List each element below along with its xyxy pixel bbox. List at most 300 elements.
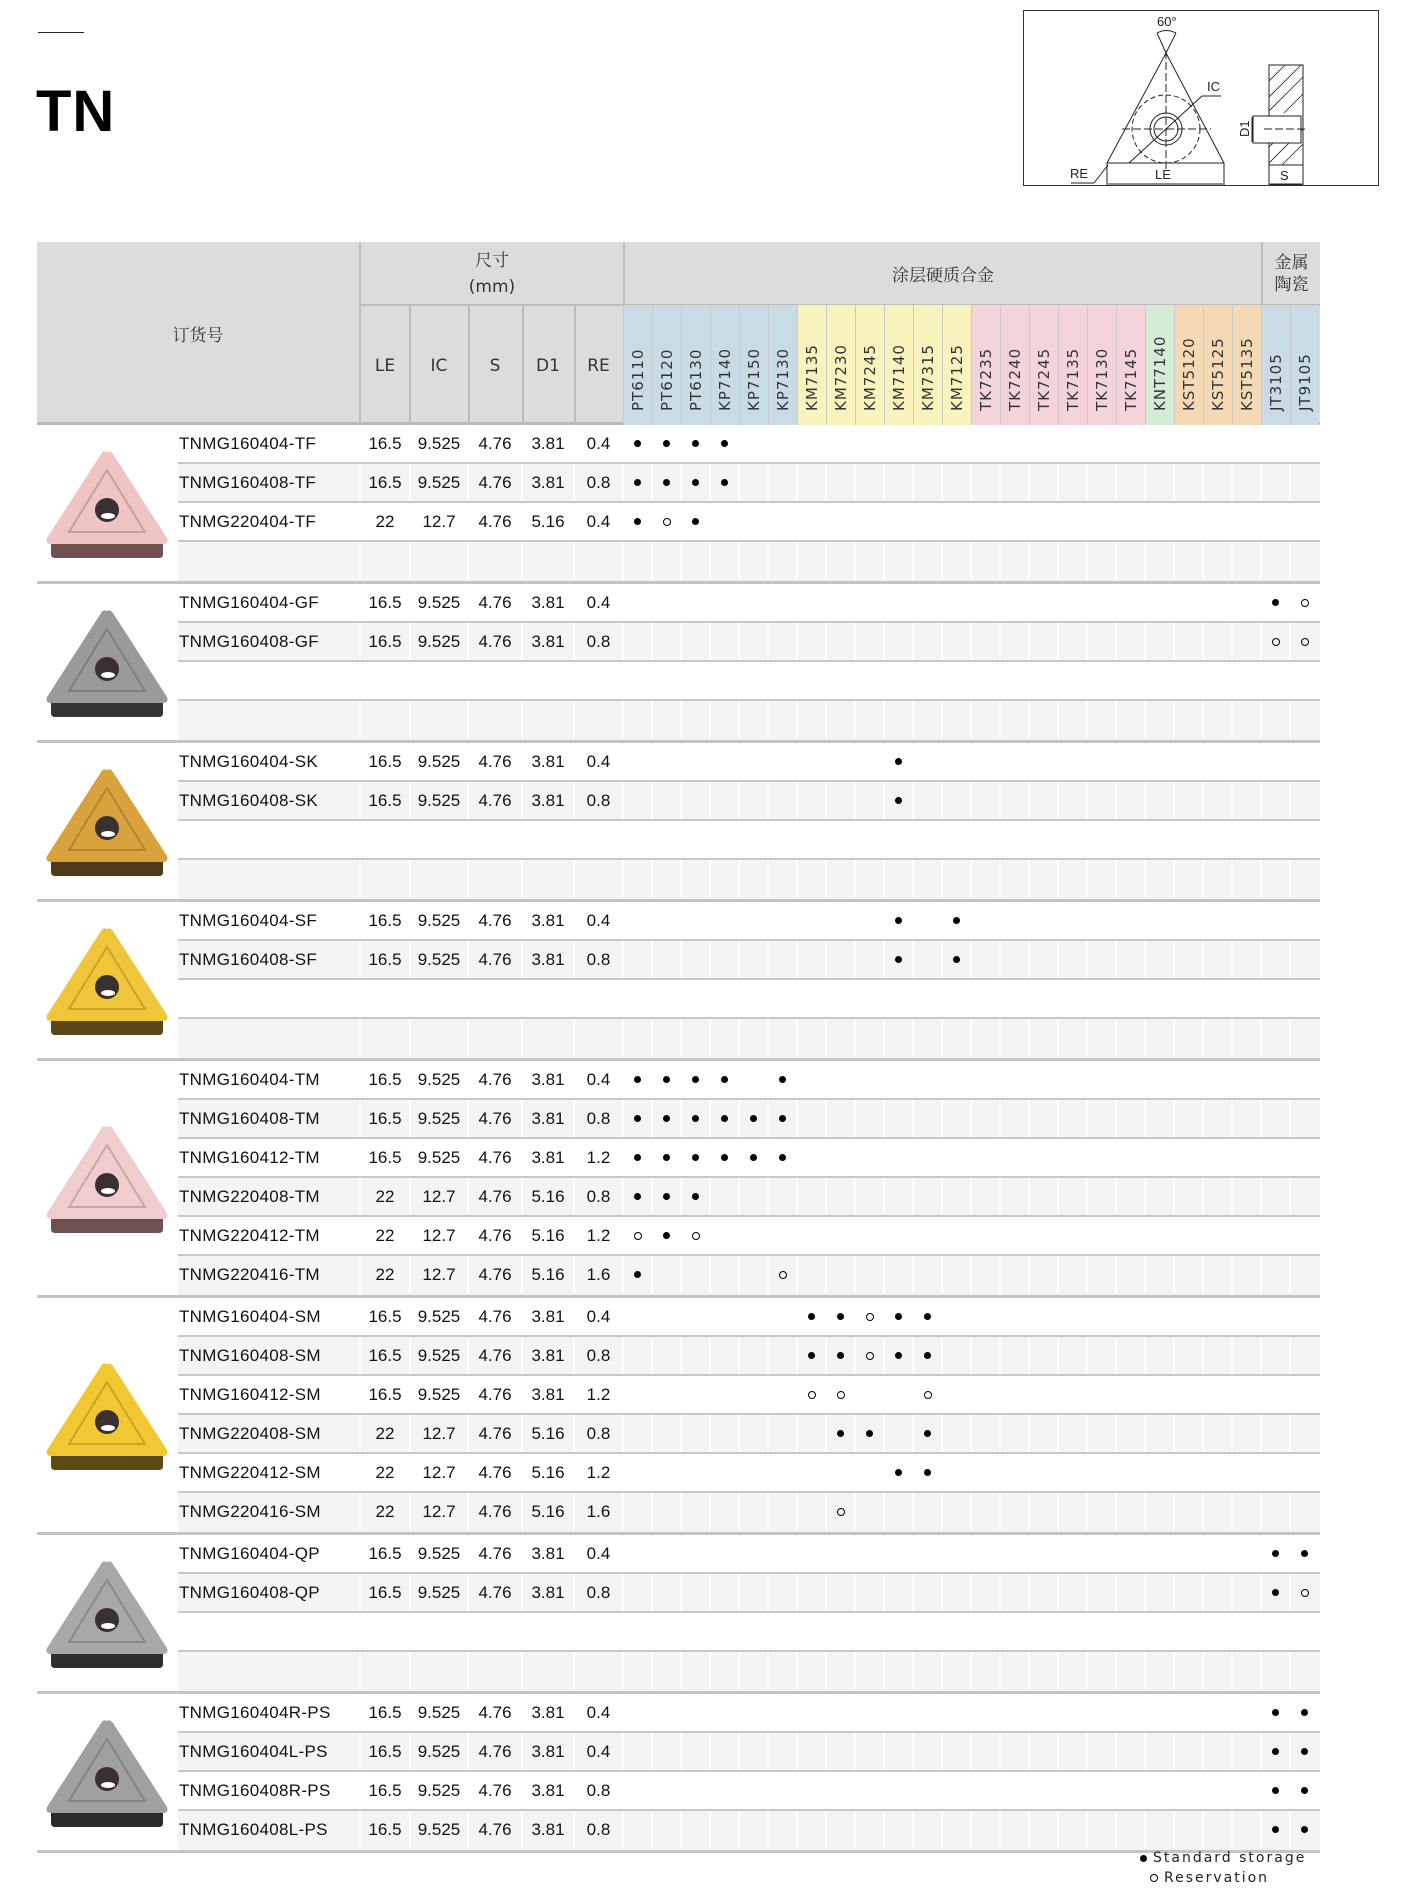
- table-row[interactable]: [178, 941, 1320, 980]
- insert-gf-image-icon: [37, 584, 177, 740]
- dim-ic: 12.7: [422, 1423, 456, 1443]
- standard-stock-dot-icon: [768, 1100, 797, 1137]
- standard-stock-dot-icon: [623, 425, 652, 462]
- standard-stock-dot-icon: [710, 1100, 739, 1137]
- dim-s: 4.76: [478, 1306, 512, 1326]
- table-row[interactable]: [178, 1061, 1320, 1100]
- dim-re: [574, 980, 623, 1017]
- standard-stock-dot-icon: [710, 425, 739, 462]
- dim-s: 4.76: [478, 790, 512, 810]
- dim-ic: 9.525: [417, 751, 461, 771]
- dim-re: 1.6: [586, 1501, 611, 1521]
- dim-le: [360, 701, 410, 738]
- grade-label: TK7245: [1035, 347, 1053, 411]
- dim-le: 22: [375, 1501, 395, 1521]
- standard-stock-dot-icon: [652, 1061, 681, 1098]
- table-row[interactable]: [178, 425, 1320, 464]
- dim-s: 4.76: [478, 1423, 512, 1443]
- dim-d1: 3.81: [531, 433, 565, 453]
- standard-stock-dot-icon: [681, 1139, 710, 1176]
- dim-le: 16.5: [368, 1384, 402, 1404]
- dim-d1: [522, 662, 574, 699]
- reservation-ring-icon: [1290, 1574, 1319, 1611]
- grade-label: KM7230: [832, 344, 850, 411]
- order-number: [179, 980, 359, 1017]
- order-number: [179, 701, 359, 738]
- dim-re: 0.4: [586, 1702, 611, 1722]
- table-row: [178, 1019, 1320, 1058]
- dim-ic: [410, 1019, 468, 1056]
- insert-ps-image-icon: [37, 1694, 177, 1850]
- cermet-title-line2: 陶瓷: [1274, 274, 1309, 295]
- cermet-title-line1: 金属: [1274, 252, 1309, 273]
- table-row[interactable]: [178, 1217, 1320, 1256]
- standard-stock-dot-icon: [681, 1061, 710, 1098]
- dim-d1: 3.81: [531, 1147, 565, 1167]
- dim-ic: [410, 821, 468, 858]
- insert-sf-image-icon: [37, 902, 177, 1058]
- dim-re: 1.2: [586, 1462, 611, 1482]
- table-row[interactable]: [178, 503, 1320, 542]
- table-header: [37, 242, 1320, 425]
- grade-header-tk7135: [1058, 305, 1087, 425]
- order-number: TNMG220416-SM: [179, 1501, 321, 1521]
- table-row[interactable]: [178, 902, 1320, 941]
- grade-label: KNT7140: [1151, 335, 1169, 411]
- dim-re: 0.8: [586, 1780, 611, 1800]
- dim-ic: 9.525: [417, 1741, 461, 1761]
- grade-label: JT3105: [1267, 353, 1285, 411]
- table-row[interactable]: [178, 623, 1320, 662]
- dim-re: 0.4: [586, 1306, 611, 1326]
- grade-header-km7125: [942, 305, 971, 425]
- dim-le: 16.5: [368, 751, 402, 771]
- dim-d1: 5.16: [531, 1225, 565, 1245]
- table-row[interactable]: [178, 1772, 1320, 1811]
- table-row[interactable]: [178, 1178, 1320, 1217]
- dim-ic: 9.525: [417, 1702, 461, 1722]
- dim-s: 4.76: [478, 472, 512, 492]
- dim-d1: 3.81: [531, 1069, 565, 1089]
- dim-le: 16.5: [368, 790, 402, 810]
- dim-le: [360, 1652, 410, 1689]
- grade-header-tk7145: [1116, 305, 1145, 425]
- reservation-ring-icon: [913, 1376, 942, 1413]
- dim-d1: [522, 542, 574, 579]
- product-group-ps: [37, 1694, 1320, 1853]
- order-number: TNMG160408-GF: [179, 631, 319, 651]
- dim-d1: [522, 1019, 574, 1056]
- table-row[interactable]: [178, 1376, 1320, 1415]
- insert-image: [37, 425, 177, 581]
- dim-le: 16.5: [368, 910, 402, 930]
- order-number: [179, 542, 359, 579]
- grade-label: TK7145: [1122, 347, 1140, 411]
- dim-d1: [522, 860, 574, 897]
- dim-re: 0.4: [586, 592, 611, 612]
- table-row[interactable]: [178, 1139, 1320, 1178]
- product-group-sk: [37, 743, 1320, 902]
- table-row[interactable]: [178, 1337, 1320, 1376]
- grade-header-km7245: [855, 305, 884, 425]
- dim-re: 1.2: [586, 1147, 611, 1167]
- standard-stock-dot-icon: [710, 1061, 739, 1098]
- table-row[interactable]: [178, 1493, 1320, 1532]
- dim-le: 16.5: [368, 631, 402, 651]
- dim-re: [574, 1613, 623, 1650]
- dim-d1: 5.16: [531, 1186, 565, 1206]
- order-number: TNMG220412-TM: [179, 1225, 320, 1245]
- dim-d1: 3.81: [531, 592, 565, 612]
- dim-ic: 9.525: [417, 949, 461, 969]
- grade-header-pt6120: [652, 305, 681, 425]
- reservation-ring-icon: [1290, 584, 1319, 621]
- dim-d1: 3.81: [531, 910, 565, 930]
- dimensions-unit: (mm): [468, 276, 516, 297]
- product-group-tm: [37, 1061, 1320, 1298]
- grade-header-tk7240: [1000, 305, 1029, 425]
- dim-le: [360, 542, 410, 579]
- dim-d1: 3.81: [531, 949, 565, 969]
- standard-stock-dot-icon: [739, 1100, 768, 1137]
- grade-label: KM7140: [890, 344, 908, 411]
- dim-s: 4.76: [478, 1582, 512, 1602]
- grade-header-tk7245: [1029, 305, 1058, 425]
- table-row[interactable]: [178, 464, 1320, 503]
- dim-d1: 3.81: [531, 790, 565, 810]
- reservation-ring-icon: [652, 503, 681, 540]
- dim-le: 22: [375, 1186, 395, 1206]
- table-row[interactable]: [178, 1454, 1320, 1493]
- table-row: [178, 1652, 1320, 1691]
- dim-s: 4.76: [478, 1543, 512, 1563]
- table-row[interactable]: [178, 1733, 1320, 1772]
- dim-s: 4.76: [478, 1345, 512, 1365]
- dim-s: 4.76: [478, 433, 512, 453]
- dim-s: [468, 860, 522, 897]
- insert-catalog-table: [37, 242, 1320, 1853]
- standard-stock-dot-icon: [623, 1100, 652, 1137]
- standard-stock-dot-icon: [797, 1298, 826, 1335]
- insert-tm-image-icon: [37, 1061, 177, 1295]
- standard-stock-dot-icon: [652, 425, 681, 462]
- table-row[interactable]: [178, 1694, 1320, 1733]
- table-row: [178, 701, 1320, 740]
- dim-le: 16.5: [368, 1819, 402, 1839]
- standard-stock-dot-icon: [710, 1139, 739, 1176]
- dim-s: 4.76: [478, 1069, 512, 1089]
- order-number: TNMG220408-TM: [179, 1186, 320, 1206]
- dim-header-le: LE: [374, 355, 396, 376]
- dim-s: [468, 821, 522, 858]
- dim-d1: 3.81: [531, 472, 565, 492]
- grade-header-tk7235: [971, 305, 1000, 425]
- grade-label: TK7240: [1006, 347, 1024, 411]
- reservation-ring-icon: [797, 1376, 826, 1413]
- table-row[interactable]: [178, 743, 1320, 782]
- insert-sm-image-icon: [37, 1298, 177, 1532]
- standard-stock-dot-icon: [652, 1217, 681, 1254]
- dim-ic: 9.525: [417, 433, 461, 453]
- standard-stock-dot-icon: [681, 464, 710, 501]
- order-number: [179, 860, 359, 897]
- dim-d1: 3.81: [531, 1384, 565, 1404]
- dim-s: [468, 662, 522, 699]
- table-row[interactable]: [178, 1100, 1320, 1139]
- dim-re: 0.8: [586, 1345, 611, 1365]
- dim-d1: 3.81: [531, 1819, 565, 1839]
- standard-stock-dot-icon: [1261, 584, 1290, 621]
- product-group-gf: [37, 584, 1320, 743]
- standard-stock-dot-icon: [884, 743, 913, 780]
- dim-ic: 9.525: [417, 910, 461, 930]
- dim-s: 4.76: [478, 1186, 512, 1206]
- insert-sk-image-icon: [37, 743, 177, 899]
- svg-text:60°: 60°: [1157, 14, 1177, 29]
- table-row: [178, 980, 1320, 1019]
- dim-le: 16.5: [368, 1345, 402, 1365]
- dim-s: 4.76: [478, 1264, 512, 1284]
- standard-stock-dot-icon: [913, 1415, 942, 1452]
- table-row[interactable]: [178, 782, 1320, 821]
- standard-stock-dot-icon: [652, 1178, 681, 1215]
- order-number: TNMG160404-SF: [179, 910, 318, 930]
- table-row: [178, 662, 1320, 701]
- reservation-ring-icon: [1290, 623, 1319, 660]
- grade-header-kp7130: [768, 305, 797, 425]
- svg-text:RE: RE: [1070, 166, 1089, 181]
- dim-s: [468, 1019, 522, 1056]
- dim-re: 1.2: [586, 1225, 611, 1245]
- standard-stock-dot-icon: [884, 782, 913, 819]
- dim-header-ic: IC: [430, 355, 448, 376]
- grade-label: TK7130: [1093, 347, 1111, 411]
- standard-stock-dot-icon: [884, 1454, 913, 1491]
- grade-header-pt6110: [623, 305, 652, 425]
- grade-label: PT6110: [629, 348, 647, 411]
- standard-stock-dot-icon: [826, 1298, 855, 1335]
- dim-header-s: S: [489, 355, 501, 376]
- dim-le: 16.5: [368, 592, 402, 612]
- dim-re: [574, 662, 623, 699]
- dim-ic: [410, 542, 468, 579]
- dim-s: [468, 1613, 522, 1650]
- standard-stock-dot-icon: [681, 1178, 710, 1215]
- dim-le: [360, 1613, 410, 1650]
- dim-le: 16.5: [368, 949, 402, 969]
- standard-stock-dot-icon: [1290, 1535, 1319, 1572]
- table-row: [178, 821, 1320, 860]
- standard-stock-dot-icon: [652, 1139, 681, 1176]
- dim-d1: 3.81: [531, 1741, 565, 1761]
- svg-text:D1: D1: [1237, 120, 1252, 137]
- standard-stock-dot-icon: [1261, 1772, 1290, 1809]
- dim-le: 22: [375, 1264, 395, 1284]
- insert-tf-image-icon: [37, 425, 177, 581]
- standard-stock-dot-icon: [913, 1337, 942, 1374]
- grade-label: KM7135: [803, 344, 821, 411]
- dim-d1: 3.81: [531, 1345, 565, 1365]
- dim-d1: 3.81: [531, 1306, 565, 1326]
- legend-reservation: Reservation: [1164, 1870, 1270, 1886]
- dim-s: 4.76: [478, 1108, 512, 1128]
- table-row: [178, 542, 1320, 581]
- dim-s: [468, 980, 522, 1017]
- dim-ic: 12.7: [422, 511, 456, 531]
- order-number: TNMG160412-TM: [179, 1147, 320, 1167]
- dim-ic: 9.525: [417, 1543, 461, 1563]
- dim-d1: 5.16: [531, 1423, 565, 1443]
- dim-re: 0.8: [586, 949, 611, 969]
- dim-ic: 9.525: [417, 1108, 461, 1128]
- standard-dot-icon: [1140, 1855, 1147, 1862]
- standard-stock-dot-icon: [855, 1415, 884, 1452]
- grade-header-pt6130: [681, 305, 710, 425]
- dim-ic: [410, 1613, 468, 1650]
- dim-header-re: RE: [587, 355, 610, 376]
- table-row[interactable]: [178, 1256, 1320, 1295]
- dim-re: 1.6: [586, 1264, 611, 1284]
- dim-re: 0.8: [586, 1819, 611, 1839]
- standard-stock-dot-icon: [768, 1139, 797, 1176]
- grade-label: KP7140: [716, 347, 734, 411]
- dim-s: 4.76: [478, 1384, 512, 1404]
- dim-le: [360, 821, 410, 858]
- grade-label: KST5135: [1238, 337, 1256, 411]
- dim-ic: 9.525: [417, 1780, 461, 1800]
- table-row[interactable]: [178, 1298, 1320, 1337]
- order-number: TNMG160404-QP: [179, 1543, 320, 1563]
- order-number: TNMG160404R-PS: [179, 1702, 331, 1722]
- dim-d1: 3.81: [531, 1543, 565, 1563]
- standard-stock-dot-icon: [1261, 1694, 1290, 1731]
- standard-stock-dot-icon: [942, 902, 971, 939]
- order-number: [179, 1019, 359, 1056]
- dim-re: 0.4: [586, 433, 611, 453]
- grade-label: KP7130: [774, 347, 792, 411]
- grade-header-km7230: [826, 305, 855, 425]
- grade-header-kst5120: [1174, 305, 1203, 425]
- dim-s: 4.76: [478, 1501, 512, 1521]
- dim-ic: 12.7: [422, 1501, 456, 1521]
- triangle-insert-drawing-icon: [1024, 11, 1378, 185]
- dim-ic: 9.525: [417, 1345, 461, 1365]
- dim-re: 0.8: [586, 1582, 611, 1602]
- standard-stock-dot-icon: [1261, 1574, 1290, 1611]
- dim-le: 16.5: [368, 1108, 402, 1128]
- dimensions-header: [361, 242, 623, 305]
- grade-header-kst5125: [1203, 305, 1232, 425]
- table-row[interactable]: [178, 1535, 1320, 1574]
- order-number: TNMG220412-SM: [179, 1462, 321, 1482]
- dim-ic: 9.525: [417, 592, 461, 612]
- dim-re: 0.4: [586, 1543, 611, 1563]
- standard-stock-dot-icon: [1290, 1772, 1319, 1809]
- dim-d1: 5.16: [531, 1264, 565, 1284]
- standard-stock-dot-icon: [1290, 1694, 1319, 1731]
- dim-le: 16.5: [368, 1582, 402, 1602]
- dim-re: [574, 701, 623, 738]
- reservation-ring-icon: [623, 1217, 652, 1254]
- dim-d1: 3.81: [531, 1582, 565, 1602]
- dim-le: 22: [375, 511, 395, 531]
- order-number: TNMG160408-SK: [179, 790, 319, 810]
- dim-le: 16.5: [368, 1741, 402, 1761]
- order-number: TNMG160408-TF: [179, 472, 317, 492]
- reservation-ring-icon: [826, 1493, 855, 1530]
- dim-ic: 9.525: [417, 1819, 461, 1839]
- dim-re: [574, 860, 623, 897]
- standard-stock-dot-icon: [710, 464, 739, 501]
- grade-label: KM7245: [861, 344, 879, 411]
- insert-image: [37, 1535, 177, 1691]
- dim-re: 0.4: [586, 1069, 611, 1089]
- table-row[interactable]: [178, 1574, 1320, 1613]
- order-number: [179, 1652, 359, 1689]
- dim-le: 22: [375, 1423, 395, 1443]
- standard-stock-dot-icon: [623, 464, 652, 501]
- grade-label: PT6130: [687, 348, 705, 411]
- order-number: TNMG160404-GF: [179, 592, 319, 612]
- page-title: TN: [36, 79, 116, 144]
- dim-ic: 12.7: [422, 1462, 456, 1482]
- standard-stock-dot-icon: [652, 1100, 681, 1137]
- grade-label: JT9105: [1296, 353, 1314, 411]
- standard-stock-dot-icon: [1290, 1733, 1319, 1770]
- order-number: TNMG160404-TF: [179, 433, 317, 453]
- dim-s: 4.76: [478, 511, 512, 531]
- order-number: TNMG160408-QP: [179, 1582, 320, 1602]
- standard-stock-dot-icon: [1261, 1535, 1290, 1572]
- standard-stock-dot-icon: [1261, 1733, 1290, 1770]
- reservation-ring-icon: [855, 1298, 884, 1335]
- svg-text:S: S: [1280, 168, 1289, 183]
- table-row[interactable]: [178, 1415, 1320, 1454]
- order-no-header: 订货号: [172, 326, 224, 346]
- table-row[interactable]: [178, 584, 1320, 623]
- dim-ic: 9.525: [417, 1384, 461, 1404]
- standard-stock-dot-icon: [652, 464, 681, 501]
- order-number: TNMG160404-SM: [179, 1306, 321, 1326]
- standard-stock-dot-icon: [681, 1100, 710, 1137]
- legend-standard: Standard storage: [1153, 1850, 1307, 1866]
- grade-header-knt7140: [1145, 305, 1174, 425]
- grade-header-km7315: [913, 305, 942, 425]
- cermet-header: [1263, 242, 1320, 305]
- dim-le: 16.5: [368, 1306, 402, 1326]
- dim-re: [574, 1019, 623, 1056]
- dim-re: 0.4: [586, 751, 611, 771]
- reservation-ring-icon: [826, 1376, 855, 1413]
- dim-ic: [410, 701, 468, 738]
- table-row[interactable]: [178, 1811, 1320, 1850]
- standard-stock-dot-icon: [942, 941, 971, 978]
- dim-s: [468, 701, 522, 738]
- dim-ic: 9.525: [417, 472, 461, 492]
- insert-dimension-diagram: [1023, 10, 1379, 186]
- insert-image: [37, 743, 177, 899]
- dim-le: 16.5: [368, 433, 402, 453]
- standard-stock-dot-icon: [623, 1061, 652, 1098]
- dim-s: 4.76: [478, 1819, 512, 1839]
- product-group-sf: [37, 902, 1320, 1061]
- dim-d1: 5.16: [531, 511, 565, 531]
- order-number: TNMG160412-SM: [179, 1384, 321, 1404]
- dim-ic: 9.525: [417, 790, 461, 810]
- order-number: TNMG160408L-PS: [179, 1819, 328, 1839]
- grade-label: TK7135: [1064, 347, 1082, 411]
- dim-re: 0.8: [586, 1423, 611, 1443]
